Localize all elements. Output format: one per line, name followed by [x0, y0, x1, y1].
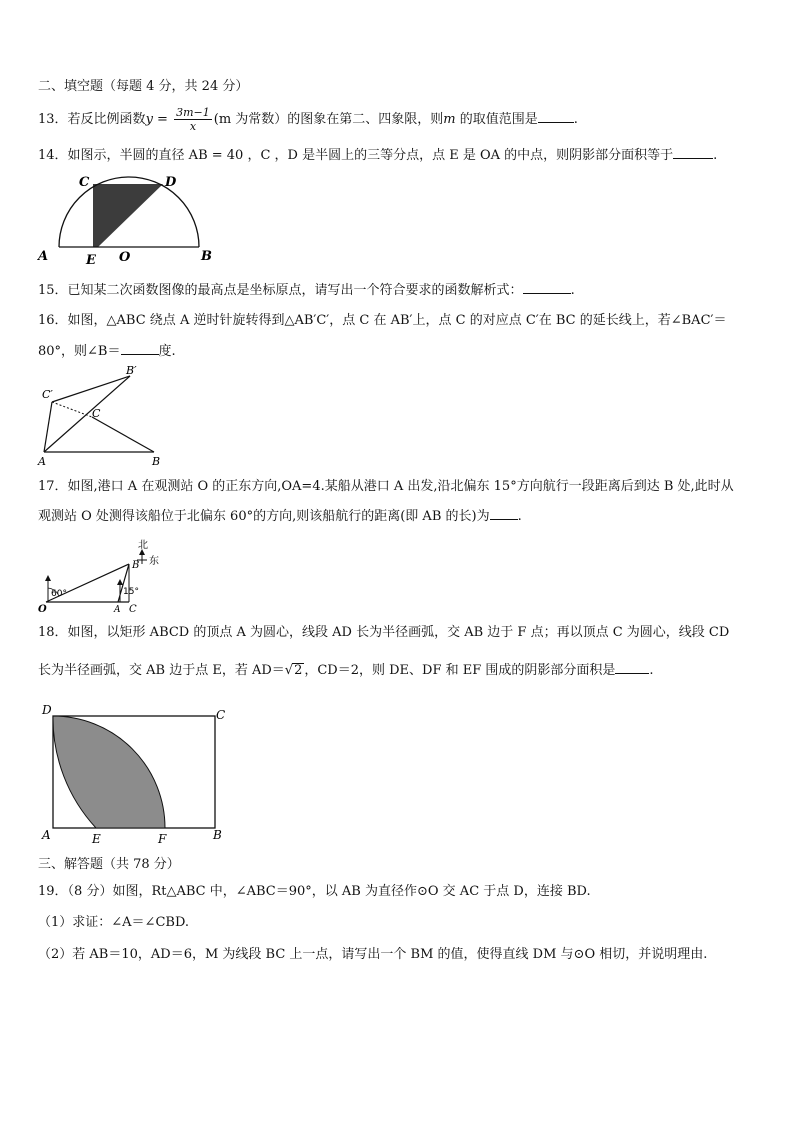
fig16-segment-ABp: [44, 376, 130, 452]
fig18-label-F: F: [158, 832, 167, 846]
q17-answer-blank[interactable]: [490, 508, 518, 520]
q13-pre: 若反比例函数: [67, 112, 146, 127]
question-18-line-1: [38, 625, 729, 641]
fig14-label-B: B: [201, 249, 212, 264]
q16-line1: 如图，△ABC 绕点 A 逆时针旋转得到△AB′C′，点 C 在 AB′上，点 C 的对应点 C′在 BC 的延长线上，若∠BAC′＝: [67, 313, 727, 328]
question-17-line-1: [38, 479, 734, 495]
question-19-stem: 19．（8 分）如图，Rt△ABC 中，∠ABC＝90°，以 AB 为直径作⊙O 交 AC 于点 D，连接 BD.: [38, 884, 591, 899]
question-16-line-2: [38, 343, 176, 360]
q15-answer-blank[interactable]: [523, 282, 571, 294]
fig16-label-C: C: [92, 407, 101, 420]
q14-text: 如图示，半圆的直径 AB = 40 ，C ，D 是半圆上的三等分点，点 E 是 OA 的中点，则阴影部分面积等于: [67, 148, 674, 163]
section-heading-solutions: 三、解答题（共 78 分）: [38, 857, 180, 872]
fig17-label-C: C: [129, 604, 137, 614]
q13-post: 的取值范围是: [455, 112, 538, 127]
fig17-label-north: 北: [138, 540, 148, 551]
q13-frac-numerator: 3m−1: [176, 106, 210, 119]
section-heading-fill-in: 二、填空题（每题 4 分，共 24 分）: [38, 79, 249, 94]
q13-frac-denominator: x: [189, 120, 197, 133]
fig16-label-Cp: C′: [42, 388, 53, 401]
q17-line2: 观测站 O 处测得该船位于北偏东 60°的方向,则该船航行的距离(即 AB 的长)为: [38, 509, 490, 524]
fig17-label-60: 60°: [51, 589, 67, 599]
fig17-label-A: A: [114, 605, 121, 614]
q17-end: .: [517, 509, 522, 524]
figure-17-navigation: [34, 534, 174, 614]
q17-number: 17．: [38, 479, 68, 494]
question-13: [38, 106, 578, 133]
q15-number: 15．: [38, 283, 68, 298]
q13-end: .: [573, 112, 578, 127]
question-18-line-2: 长为半径画弧，交 AB 边于点 E，若 AD＝√2 ，CD＝2，则 DE、DF 和 EF 围成的阴影部分面积是 .: [38, 663, 654, 678]
fig18-label-A: A: [42, 828, 51, 842]
fig16-label-Bp: B′: [126, 364, 137, 377]
fig16-segment-CpBp: [52, 376, 130, 402]
q18-number: 18．: [38, 625, 68, 640]
q18-line1: 如图，以矩形 ABCD 的顶点 A 为圆心，线段 AD 长为半径画弧，交 AB 边于 F 点；再以顶点 C 为圆心，线段 CD: [67, 625, 730, 640]
q13-fraction: [174, 106, 212, 133]
q16-answer-blank[interactable]: [121, 343, 159, 355]
q13-eq: =: [152, 112, 173, 127]
fig18-label-C: C: [216, 708, 226, 722]
question-19-part-2: （2）若 AB＝10，AD＝6，M 为线段 BC 上一点，请写出一个 BM 的值，使得直线 DM 与⊙O 相切，并说明理由.: [38, 947, 708, 962]
q13-m: m: [443, 112, 456, 127]
q14-end: .: [713, 148, 718, 163]
fig16-segment-CB: [92, 417, 154, 452]
q13-y: y: [145, 112, 153, 127]
question-16-line-1: [38, 313, 726, 329]
q18-answer-blank[interactable]: [615, 662, 649, 674]
q16-number: 16．: [38, 313, 68, 328]
q15-text: 已知某二次函数图像的最高点是坐标原点，请写出一个符合要求的函数解析式：: [67, 283, 523, 298]
fig14-label-D: D: [165, 175, 177, 190]
fig14-label-C: C: [79, 175, 90, 190]
fig14-shaded-region: [93, 184, 163, 247]
fig14-label-E: E: [86, 253, 96, 268]
q15-end: .: [570, 283, 575, 298]
q18-end: .: [649, 663, 654, 678]
fig16-dashed-CpC: [52, 402, 92, 417]
fig18-label-B: B: [213, 828, 222, 842]
fig14-label-A: A: [38, 249, 49, 264]
fig14-label-O: O: [119, 250, 131, 265]
fig18-label-E: E: [92, 832, 101, 846]
fig16-label-A: A: [38, 455, 46, 468]
question-15: [38, 282, 575, 299]
q17-line1: 如图,港口 A 在观测站 O 的正东方向,OA=4.某船从港口 A 出发,沿北偏东 15°方向航行一段距离后到达 B 处,此时从: [67, 479, 734, 494]
question-19-part-1: （1）求证：∠A＝∠CBD.: [38, 915, 190, 930]
q18-sqrt-value: 2: [294, 663, 303, 678]
q18-line2a: 长为半径画弧，交 AB 边于点 E，若 AD＝: [38, 663, 285, 678]
q16-line2b: 度.: [158, 344, 176, 359]
fig16-segment-ACp: [44, 402, 52, 452]
q13-answer-blank[interactable]: [538, 111, 574, 123]
q14-number: 14．: [38, 148, 68, 163]
question-17-line-2: [38, 508, 522, 525]
q14-answer-blank[interactable]: [673, 147, 713, 159]
fig18-label-D: D: [42, 703, 52, 717]
fig17-label-east: 东: [149, 556, 159, 567]
figure-18-rectangle-arcs: [36, 700, 236, 846]
q18-line2b: ，CD＝2，则 DE、DF 和 EF 围成的阴影部分面积是: [304, 663, 616, 678]
question-14: [38, 147, 717, 164]
fig17-label-O: O: [38, 604, 47, 614]
fig17-label-15: 15°: [123, 587, 139, 597]
figure-14-semicircle: [30, 170, 220, 268]
q13-number: 13．: [38, 112, 68, 127]
fig16-label-B: B: [152, 455, 161, 468]
fig17-label-B: B: [132, 560, 140, 571]
q16-line2a: 80°，则∠B＝: [38, 344, 121, 359]
figure-16-rotation: [34, 364, 174, 470]
q13-note: (m 为常数）的图象在第二、四象限，则: [213, 112, 444, 127]
